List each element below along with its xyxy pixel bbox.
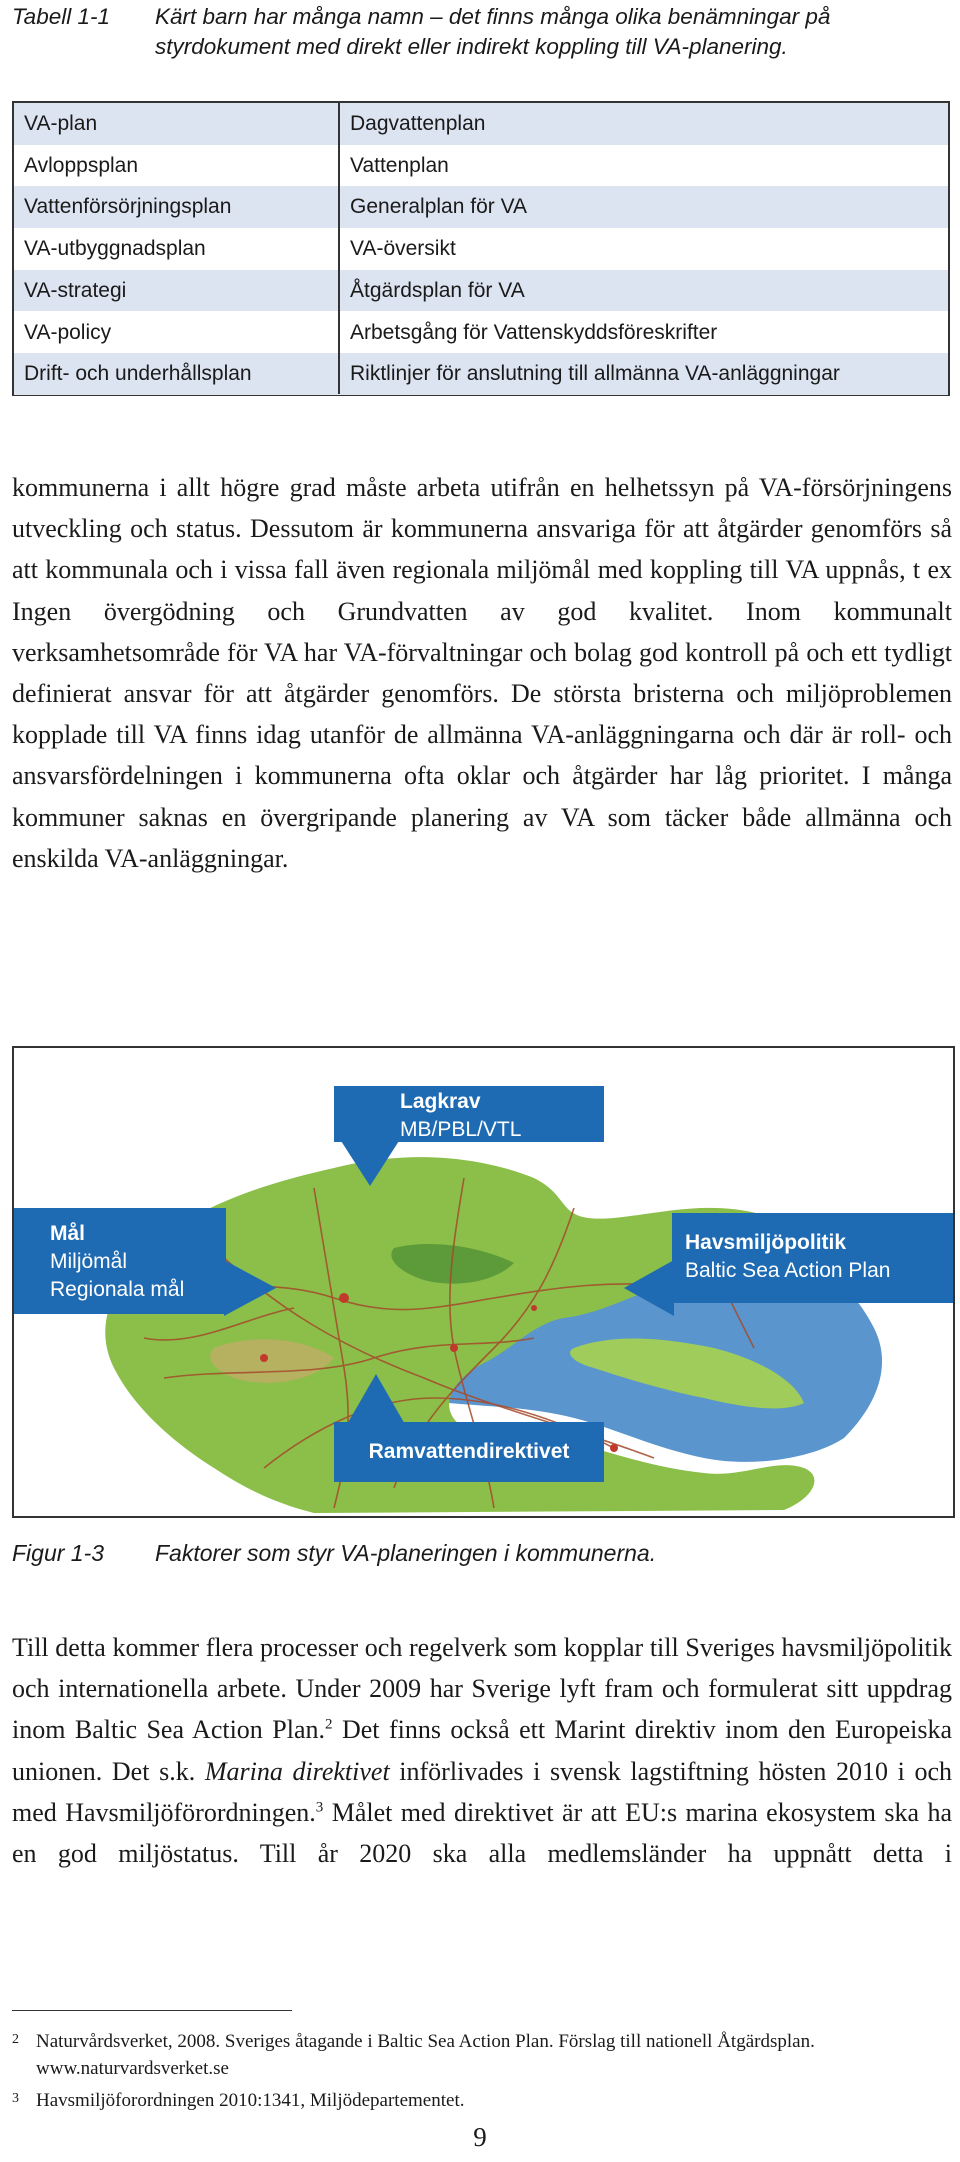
havsmiljopolitik-box: [672, 1213, 953, 1303]
figure-box: [12, 1046, 955, 1518]
figure-caption-text: Faktorer som styr VA-planeringen i kommunerna.: [155, 1540, 657, 1566]
table-cell: Generalplan för VA: [350, 195, 528, 219]
mal-box: [14, 1208, 226, 1314]
table-cell: VA-utbyggnadsplan: [24, 237, 206, 261]
paragraph2-part3: införlivades i svensk lagstiftning hösten 2010 i och med Havsmiljöförordningen.: [12, 1756, 952, 1827]
lagkrav-subtitle: MB/PBL/VTL: [400, 1118, 522, 1141]
table-cell: VA-strategi: [24, 278, 127, 302]
footnote-text: Naturvårdsverket, 2008. Sveriges åtagande i Baltic Sea Action Plan. Förslag till nationell Åtgärdsplan. www.naturvardsverket.se: [36, 2031, 815, 2079]
paragraph2-italic: Marina direktivet: [204, 1756, 390, 1786]
table-cell: VA-policy: [24, 320, 112, 344]
table-row: [14, 228, 948, 270]
table-row: [14, 145, 948, 187]
table-cell: Avloppsplan: [24, 153, 139, 177]
mal-line1: Miljömål: [50, 1250, 128, 1273]
table-row: [14, 103, 948, 145]
footnote-ref: 3: [315, 1799, 324, 1816]
lagkrav-box: [334, 1086, 604, 1142]
table-row: [14, 353, 948, 395]
paragraph2-part4: Målet med direktivet är att EU:s marina ekosystem ska ha en god miljöstatus. Till år 2020 ska alla medlemsländer ha uppnått detta i: [12, 1797, 953, 1869]
table-cell: VA-översikt: [350, 237, 456, 261]
table-cell: Drift- och underhållsplan: [24, 362, 252, 386]
table-cell: Åtgärdsplan för VA: [350, 278, 525, 302]
va-plan-names-table: [12, 101, 950, 396]
table-caption-text: Kärt barn har många namn – det finns många olika benämningar på styrdokument med direkt eller indirekt koppling till VA-planering.: [155, 4, 831, 59]
footnote-ref: 2: [325, 1716, 333, 1733]
mal-line2: Regionala mål: [50, 1278, 185, 1301]
ramvattendirektivet-box: [334, 1422, 604, 1482]
paragraph2-part2: Det finns också ett Marint direktiv inom den Europeiska unionen. Det s.k.: [12, 1715, 952, 1786]
havsmiljopolitik-subtitle: Baltic Sea Action Plan: [685, 1259, 891, 1282]
ramvattendirektivet-title: Ramvattendirektivet: [368, 1440, 570, 1463]
figure-label: Figur 1-3: [12, 1540, 105, 1566]
table-cell: Vattenplan: [350, 153, 449, 177]
havsmiljopolitik-title: Havsmiljöpolitik: [685, 1231, 847, 1254]
table-cell: Arbetsgång för Vattenskyddsföreskrifter: [350, 320, 718, 344]
mal-title: Mål: [50, 1222, 86, 1245]
table-cell: Vattenförsörjningsplan: [24, 195, 232, 219]
paragraph2-part1: Till detta kommer flera processer och regelverk som kopplar till Sveriges havsmiljöpolitik och internationella arbete. Under 2009 har Sverige lyft fram och formulerat sitt uppdrag inom Baltic Sea Action Plan.: [12, 1633, 952, 1745]
table-row: [14, 312, 948, 354]
page-number: 9: [473, 2122, 487, 2152]
body-paragraph: kommunerna i allt högre grad måste arbeta utifrån en helhetssyn på VA-försörjningens utveckling och status. Dessutom är kommunerna ansvariga för att åtgärder genomförs så att kommunala och i vissa fall även regionala miljömål med koppling till VA uppnås, t ex Ingen övergödning och Grundvatten av god kvalitet. Inom kommunalt verksamhetsområde för VA har VA-förvaltningar och bolag god kontroll på och ett tydligt definierat ansvar för att åtgärder genomförs. De största bristerna och miljöproblemen kopplade till VA finns idag utanför de allmänna VA-anläggningarna och där är roll- och ansvarsfördelningen i kommunerna ofta oklar och åtgärder har låg prioritet. I många kommuner saknas en övergripande planering av VA som täcker både allmänna och enskilda VA-anläggningar.: [12, 473, 952, 873]
body-paragraph-2: [12, 1627, 952, 1874]
lagkrav-title: Lagkrav: [400, 1090, 481, 1113]
column-divider: [338, 103, 340, 394]
table-row: [14, 270, 948, 312]
footnote-number: 2: [12, 2032, 19, 2047]
table-cell: Riktlinjer för anslutning till allmänna VA-anläggningar: [350, 362, 840, 386]
table-label: Tabell 1-1: [12, 4, 110, 29]
footnote-text: Havsmiljöforordningen 2010:1341, Miljödepartementet.: [36, 2090, 465, 2111]
footnote-rule: [12, 2010, 292, 2011]
table-row: [14, 186, 948, 228]
table-cell: Dagvattenplan: [350, 112, 486, 135]
footnote-number: 3: [12, 2091, 19, 2106]
table-cell: VA-plan: [24, 112, 98, 135]
